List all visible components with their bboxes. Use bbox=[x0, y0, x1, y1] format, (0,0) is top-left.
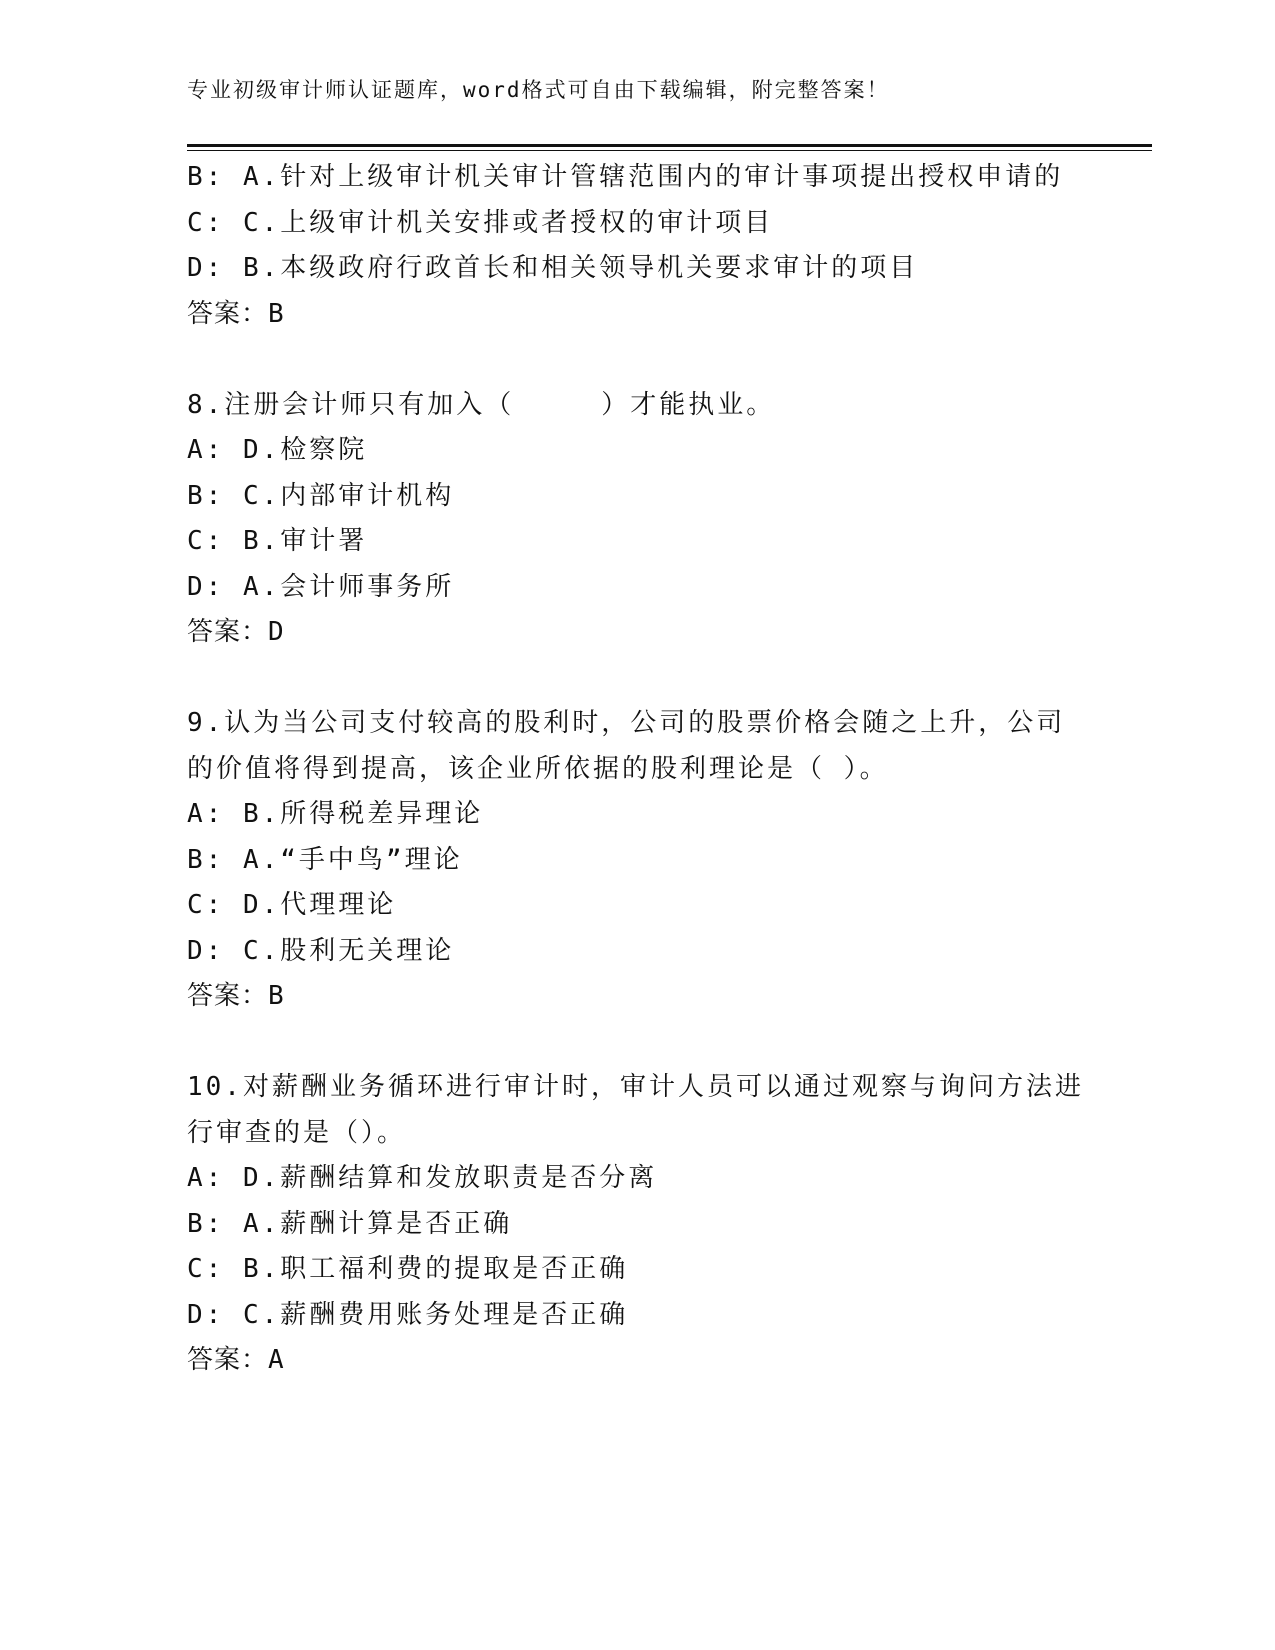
question-9 bbox=[187, 701, 1107, 1020]
question-stem: 行审查的是（）。 bbox=[187, 1117, 407, 1148]
option-b: B: A.针对上级审计机关审计管辖范围内的审计事项提出授权申请的 bbox=[187, 162, 1064, 192]
option-b: B: A.“手中鸟”理论 bbox=[187, 844, 463, 875]
option-a: A: D.薪酬结算和发放职责是否分离 bbox=[187, 1163, 658, 1193]
question-stem: 10.对薪酬业务循环进行审计时，审计人员可以通过观察与询问方法进 bbox=[187, 1072, 1084, 1102]
question-content bbox=[187, 155, 1107, 1384]
option-c: C: C.上级审计机关安排或者授权的审计项目 bbox=[187, 207, 774, 238]
page-header: 专业初级审计师认证题库，word格式可自由下载编辑，附完整答案！ bbox=[187, 78, 890, 102]
question-8 bbox=[187, 383, 1107, 656]
option-d: D: A.会计师事务所 bbox=[187, 571, 455, 602]
option-d: D: C.股利无关理论 bbox=[187, 935, 455, 966]
header-rule-thick bbox=[187, 144, 1152, 147]
option-c: C: B.职工福利费的提取是否正确 bbox=[187, 1254, 629, 1284]
answer: 答案：A bbox=[187, 1345, 285, 1375]
option-b: B: C.内部审计机构 bbox=[187, 480, 455, 511]
question-stem: 8.注册会计师只有加入（ ）才能执业。 bbox=[187, 389, 776, 420]
option-c: C: B.审计署 bbox=[187, 526, 368, 556]
previous-question-tail bbox=[187, 155, 1107, 337]
question-stem: 的价值将得到提高，该企业所依据的股利理论是（ ）。 bbox=[187, 753, 889, 784]
option-a: A: D.检察院 bbox=[187, 435, 368, 465]
option-a: A: B.所得税差异理论 bbox=[187, 799, 484, 829]
option-b: B: A.薪酬计算是否正确 bbox=[187, 1208, 513, 1239]
answer: 答案：B bbox=[187, 298, 285, 329]
option-d: D: B.本级政府行政首长和相关领导机关要求审计的项目 bbox=[187, 253, 919, 283]
question-10 bbox=[187, 1065, 1107, 1384]
question-stem: 9.认为当公司支付较高的股利时，公司的股票价格会随之上升，公司 bbox=[187, 708, 1066, 738]
option-c: C: D.代理理论 bbox=[187, 890, 397, 920]
option-d: D: C.薪酬费用账务处理是否正确 bbox=[187, 1299, 629, 1330]
header-rule-thin bbox=[187, 150, 1152, 151]
answer: 答案：B bbox=[187, 981, 285, 1011]
answer: 答案：D bbox=[187, 617, 285, 647]
